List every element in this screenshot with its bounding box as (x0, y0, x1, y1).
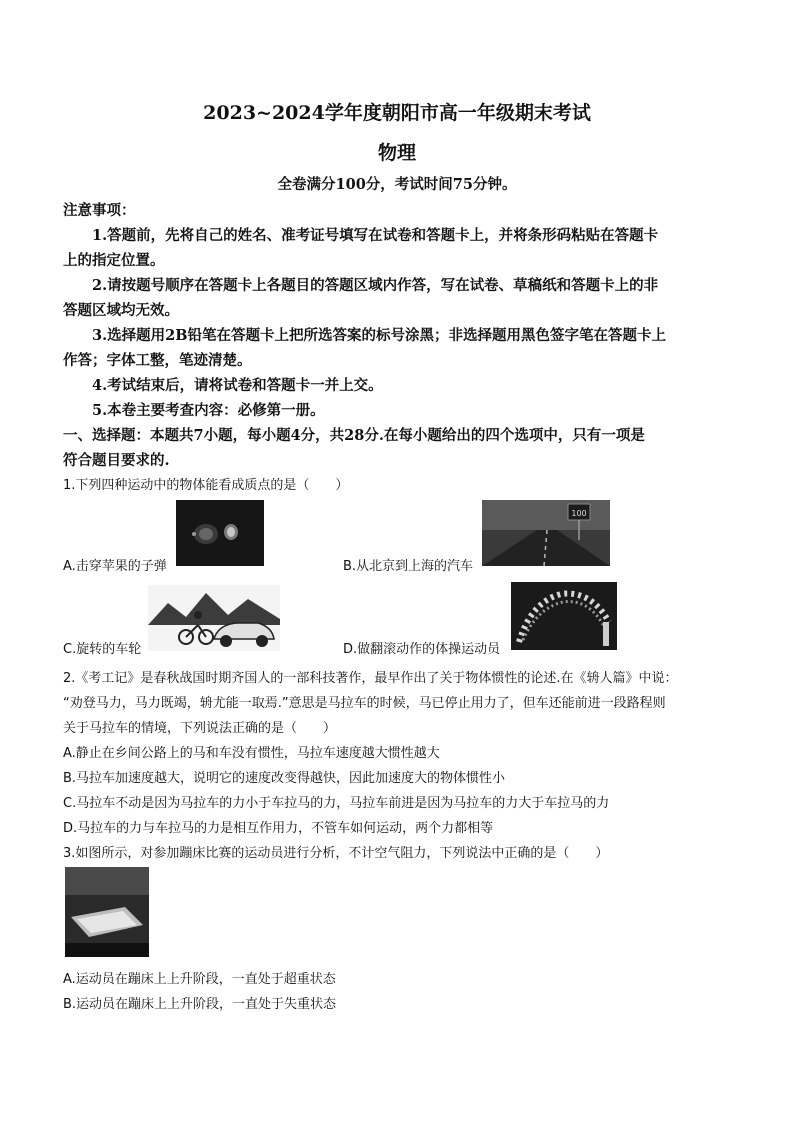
notice-item-1-line-1: 1.答题前，先将自己的姓名、准考证号填写在试卷和答题卡上，并将条形码粘贴在答题卡 (92, 227, 659, 244)
notice-item-2-line-1: 2.请按题号顺序在答题卡上各题目的答题区域内作答，写在试卷、草稿纸和答题卡上的非 (92, 277, 659, 294)
notice-item-3-line-2: 作答；字体工整，笔迹清楚。 (63, 352, 252, 369)
notice-item-2-line-2: 答题区域均无效。 (63, 302, 179, 319)
q2-option-c: C.马拉车不动是因为马拉车的力小于车拉马的力，马拉车前进是因为马拉车的力大于车拉马的力 (63, 796, 610, 811)
q1-option-b: B.从北京到上海的汽车 (343, 559, 474, 574)
section-1-line-1: 一、选择题：本题共7小题，每小题4分，共28分.在每小题给出的四个选项中，只有一项是 (63, 427, 645, 444)
speed-sign-text: 100 (571, 509, 587, 518)
notice-item-1-line-2: 上的指定位置。 (63, 252, 165, 269)
exam-title: 2023~2024学年度朝阳市高一年级期末考试 (203, 102, 591, 124)
q1-option-c: C.旋转的车轮 (63, 642, 142, 657)
q1-option-a: A.击穿苹果的子弹 (63, 559, 167, 574)
question-3-stem: 3.如图所示，对参加蹦床比赛的运动员进行分析，不计空气阻力，下列说法中正确的是（ ） (63, 846, 609, 861)
q3-option-a: A.运动员在蹦床上上升阶段，一直处于超重状态 (63, 972, 336, 987)
bullet-apple-image (176, 500, 264, 566)
highway-car-image (482, 500, 610, 566)
notice-item-3-line-1: 3.选择题用2B铅笔在答题卡上把所选答案的标号涂黑；非选择题用黑色签字笔在答题卡上 (92, 327, 666, 344)
q2-option-b: B.马拉车加速度越大，说明它的速度改变得越快，因此加速度大的物体惯性小 (63, 771, 506, 786)
exam-info: 全卷满分100分，考试时间75分钟。 (277, 176, 517, 193)
question-2-line-1: 2.《考工记》是春秋战国时期齐国人的一部科技著作，最早作出了关于物体惯性的论述.在《辀人篇》中说： (63, 671, 678, 686)
question-1-stem: 1.下列四种运动中的物体能看成质点的是（ ） (63, 478, 349, 493)
question-2-line-3: 关于马拉车的情境，下列说法正确的是（ ） (63, 721, 337, 736)
question-2-line-2: “劝登马力，马力既竭，辀尤能一取焉.”意思是马拉车的时候，马已停止用力了，但车还能前进一段路程则 (63, 696, 666, 711)
q3-option-b: B.运动员在蹦床上上升阶段，一直处于失重状态 (63, 997, 337, 1012)
q1-option-d: D.做翻滚动作的体操运动员 (343, 642, 501, 657)
notice-item-4: 4.考试结束后，请将试卷和答题卡一并上交。 (92, 377, 383, 394)
trampoline-image (65, 867, 149, 957)
exam-subject: 物理 (377, 142, 416, 164)
notice-item-5: 5.本卷主要考查内容：必修第一册。 (92, 402, 325, 419)
section-1-line-2: 符合题目要求的. (63, 452, 170, 469)
q2-option-a: A.静止在乡间公路上的马和车没有惯性，马拉车速度越大惯性越大 (63, 746, 440, 761)
notice-heading: 注意事项： (63, 202, 136, 219)
gymnast-image (511, 582, 617, 650)
q2-option-d: D.马拉车的力与车拉马的力是相互作用力，不管车如何运动，两个力都相等 (63, 821, 494, 836)
bicycle-car-image (148, 585, 280, 651)
